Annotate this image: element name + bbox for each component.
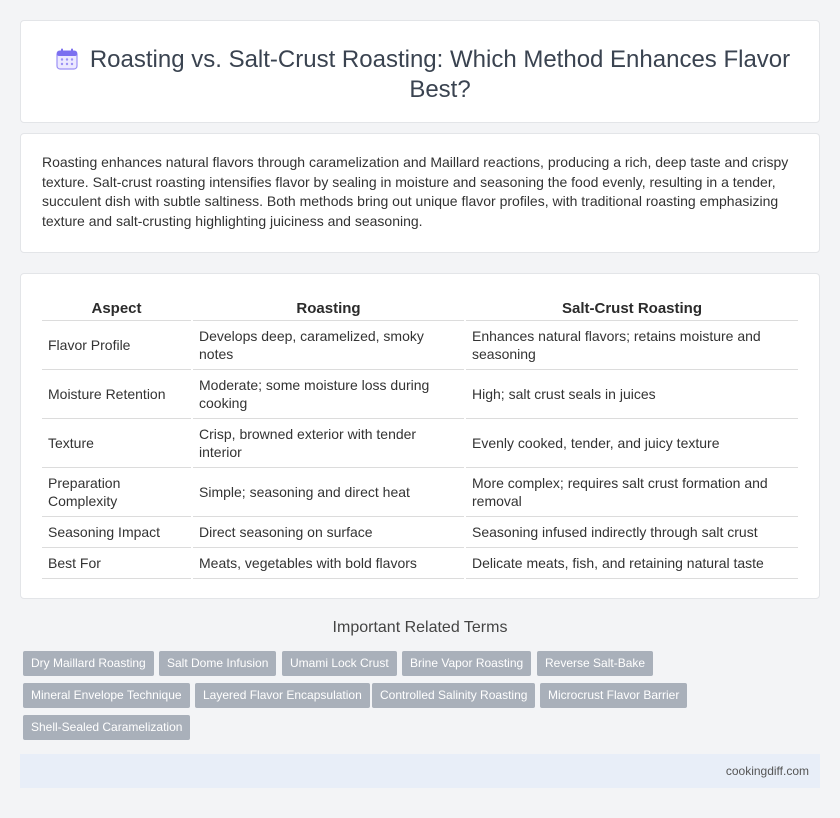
- row-roasting: Moderate; some moisture loss during cooking: [192, 369, 465, 418]
- row-salt-crust: Enhances natural flavors; retains moisture and seasoning: [465, 320, 798, 369]
- comparison-card: [20, 273, 820, 599]
- row-salt-crust: More complex; requires salt crust formation and removal: [465, 467, 798, 516]
- calendar-icon: [55, 47, 79, 71]
- intro-paragraph: Roasting enhances natural flavors through caramelization and Maillard reactions, producing a rich, deep taste and crispy texture. Salt-crust roasting intensifies flavor by sealing in moisture and seasoning the food evenly, resulting in a tender, succulent dish with subtle saltiness. Both methods bring out unique flavor profiles, with traditional roasting emphasizing texture and salt-crusting highlighting juiciness and seasoning.: [42, 154, 789, 229]
- row-roasting: Direct seasoning on surface: [192, 516, 465, 547]
- row-roasting: Meats, vegetables with bold flavors: [192, 547, 465, 578]
- table-row: [42, 369, 798, 418]
- row-salt-crust: Delicate meats, fish, and retaining natural taste: [465, 547, 798, 578]
- intro-card: [20, 133, 820, 253]
- tag-brine-vapor-roasting[interactable]: Brine Vapor Roasting: [402, 651, 531, 676]
- table-row: [42, 547, 798, 578]
- tag-shell-sealed-caramelization[interactable]: Shell-Sealed Caramelization: [23, 715, 190, 740]
- footer-site-link[interactable]: cookingdiff.com: [725, 764, 809, 778]
- row-roasting: Simple; seasoning and direct heat: [192, 467, 465, 516]
- header-roasting: Roasting: [192, 296, 465, 320]
- table-row: [42, 516, 798, 547]
- tag-reverse-salt-bake[interactable]: Reverse Salt-Bake: [537, 651, 653, 676]
- row-aspect: Preparation Complexity: [42, 467, 192, 516]
- row-salt-crust: Evenly cooked, tender, and juicy texture: [465, 418, 798, 467]
- table-row: [42, 467, 798, 516]
- row-roasting: Crisp, browned exterior with tender interior: [192, 418, 465, 467]
- tag-mineral-envelope-technique[interactable]: Mineral Envelope Technique: [23, 683, 190, 708]
- footer: [20, 754, 820, 788]
- header-aspect: Aspect: [42, 296, 192, 320]
- row-aspect: Best For: [42, 547, 192, 578]
- row-aspect: Flavor Profile: [42, 320, 192, 369]
- header-salt-crust-roasting: Salt-Crust Roasting: [465, 296, 798, 320]
- row-aspect: Seasoning Impact: [42, 516, 192, 547]
- table-row: [42, 418, 798, 467]
- row-salt-crust: Seasoning infused indirectly through salt crust: [465, 516, 798, 547]
- page-title: Roasting vs. Salt-Crust Roasting: Which Method Enhances Flavor Best?: [89, 46, 791, 103]
- tag-dry-maillard-roasting[interactable]: Dry Maillard Roasting: [23, 651, 154, 676]
- tag-umami-lock-crust[interactable]: Umami Lock Crust: [282, 651, 397, 676]
- table-row: [42, 320, 798, 369]
- tag-salt-dome-infusion[interactable]: Salt Dome Infusion: [159, 651, 276, 676]
- table-header-row: [42, 296, 798, 320]
- row-aspect: Moisture Retention: [42, 369, 192, 418]
- tag-layered-flavor-encapsulation[interactable]: Layered Flavor Encapsulation: [195, 683, 370, 708]
- row-aspect: Texture: [42, 418, 192, 467]
- comparison-table: [42, 296, 798, 579]
- tag-controlled-salinity-roasting[interactable]: Controlled Salinity Roasting: [372, 683, 535, 708]
- title-card: [20, 20, 820, 123]
- row-salt-crust: High; salt crust seals in juices: [465, 369, 798, 418]
- tag-microcrust-flavor-barrier[interactable]: Microcrust Flavor Barrier: [540, 683, 687, 708]
- related-terms-heading: Important Related Terms: [332, 619, 508, 636]
- row-roasting: Develops deep, caramelized, smoky notes: [192, 320, 465, 369]
